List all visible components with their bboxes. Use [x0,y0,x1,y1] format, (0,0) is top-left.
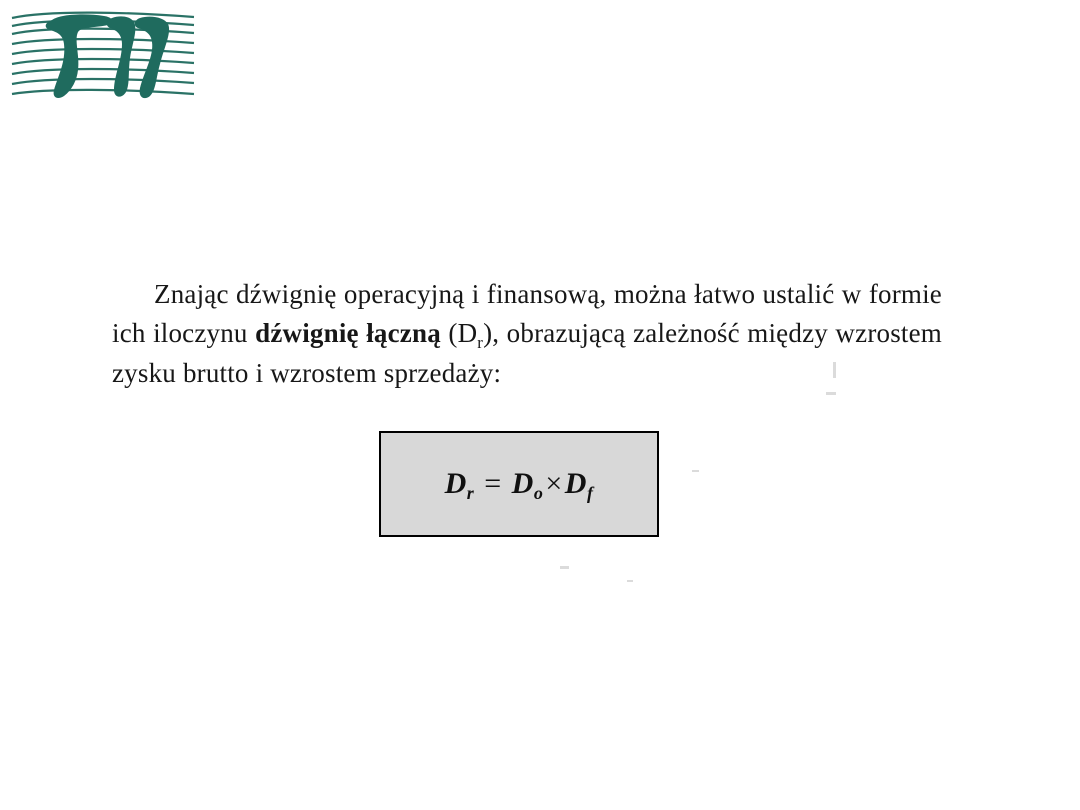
formula-equals: = [484,467,502,500]
scan-artifact [692,470,699,472]
formula-first-symbol: D [511,467,534,500]
paragraph-bold-phrase: dźwignię łączną [255,318,441,349]
scan-artifact [826,392,836,395]
formula-second-symbol: D [564,467,587,500]
formula-second-subscript: f [586,483,594,504]
formula-left-symbol: D [444,467,467,500]
body-paragraph [112,275,942,393]
paragraph-part-1: Znając dźwignię operacyjną i finansową, można łatwo ustalić w formie ich iloczynu [112,279,942,349]
formula-first-subscript: o [533,483,544,504]
formula-expression [444,467,594,504]
formula-left-subscript: r [466,483,475,504]
scan-artifact [627,580,633,582]
formula-box [379,431,659,537]
formula-times: × [545,467,563,500]
scan-artifact [560,566,569,569]
paragraph-part-3: ), obrazującą zależność między wzrostem zysku brutto i wzrostem sprzedaży: [112,318,942,388]
scan-artifact [833,362,836,378]
team-logo [8,4,198,104]
paragraph-subscript: r [477,332,484,352]
paragraph-part-2: (D [440,318,478,349]
